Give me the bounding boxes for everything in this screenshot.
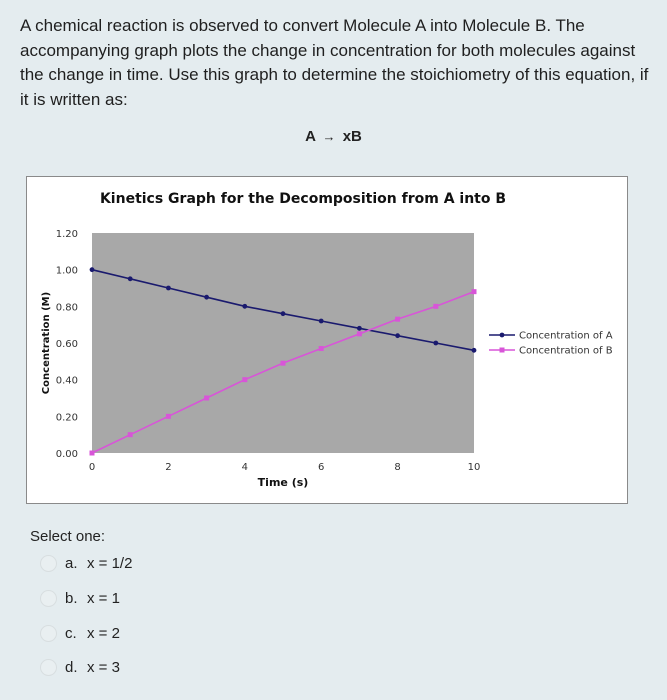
x-tick-label: 4	[241, 462, 248, 473]
option-c-text: x = 2	[87, 625, 120, 642]
data-point	[433, 341, 438, 346]
data-point	[90, 451, 95, 456]
select-one-label: Select one:	[30, 528, 106, 545]
x-tick-label: 6	[318, 462, 325, 473]
y-axis-label: Concentration (M)	[41, 291, 52, 395]
option-d[interactable]	[40, 659, 120, 676]
data-point	[204, 295, 209, 300]
data-point	[166, 414, 171, 419]
data-point	[472, 289, 477, 294]
data-point	[281, 311, 286, 316]
y-tick-label: 0.80	[55, 302, 78, 314]
legend-marker	[500, 333, 505, 338]
x-tick-label: 8	[394, 462, 401, 473]
option-a[interactable]	[40, 555, 132, 572]
legend-item	[489, 346, 613, 357]
data-point	[90, 267, 95, 272]
data-point	[281, 361, 286, 366]
plot-area	[92, 233, 474, 453]
legend-item	[489, 331, 613, 342]
option-a-radio[interactable]	[40, 555, 57, 572]
option-d-text: x = 3	[87, 659, 120, 676]
option-d-radio[interactable]	[40, 659, 57, 676]
option-a-text: x = 1/2	[87, 555, 133, 572]
data-point	[472, 348, 477, 353]
data-point	[357, 326, 362, 331]
data-point	[319, 346, 324, 351]
chart-title: Kinetics Graph for the Decomposition from A into B	[99, 191, 507, 207]
chart-svg	[27, 177, 627, 503]
equation-reactant: A	[305, 128, 316, 145]
data-point	[242, 377, 247, 382]
option-b[interactable]	[40, 590, 120, 607]
question-text: A chemical reaction is observed to convert Molecule A into Molecule B. The accompanying graph plots the change in concentration for both molecules against the change in time. Use this graph to determine the stoichiometry of this equation, if it is written as:	[20, 16, 649, 109]
option-b-letter: b.	[65, 590, 78, 607]
data-point	[433, 304, 438, 309]
y-tick-label: 0.20	[55, 412, 78, 424]
x-tick-label: 10	[467, 462, 481, 473]
kinetics-chart	[26, 176, 628, 504]
y-tick-label: 0.40	[55, 375, 78, 387]
option-d-letter: d.	[65, 659, 78, 676]
reaction-equation	[0, 128, 667, 145]
equation-product: xB	[342, 128, 362, 145]
option-a-letter: a.	[65, 555, 78, 572]
x-axis-label: Time (s)	[257, 476, 309, 489]
legend-label: Concentration of A	[519, 330, 613, 342]
x-tick-label: 2	[165, 462, 172, 473]
equation-arrow: →	[322, 129, 336, 144]
data-point	[166, 286, 171, 291]
data-point	[128, 276, 133, 281]
option-c-letter: c.	[65, 625, 77, 642]
option-c-radio[interactable]	[40, 625, 57, 642]
data-point	[128, 432, 133, 437]
legend-marker	[500, 348, 505, 353]
data-point	[395, 317, 400, 322]
data-point	[357, 331, 362, 336]
data-point	[242, 304, 247, 309]
data-point	[319, 319, 324, 324]
option-b-text: x = 1	[87, 590, 120, 607]
x-tick-label: 0	[88, 462, 96, 473]
data-point	[204, 396, 209, 401]
y-tick-label: 0.60	[55, 339, 78, 350]
y-tick-label: 1.20	[55, 229, 78, 240]
legend-label: Concentration of B	[519, 345, 613, 357]
y-tick-label: 1.00	[55, 265, 78, 277]
option-c[interactable]	[40, 625, 120, 642]
y-tick-label: 0.00	[55, 449, 78, 460]
option-b-radio[interactable]	[40, 590, 57, 607]
data-point	[395, 333, 400, 338]
